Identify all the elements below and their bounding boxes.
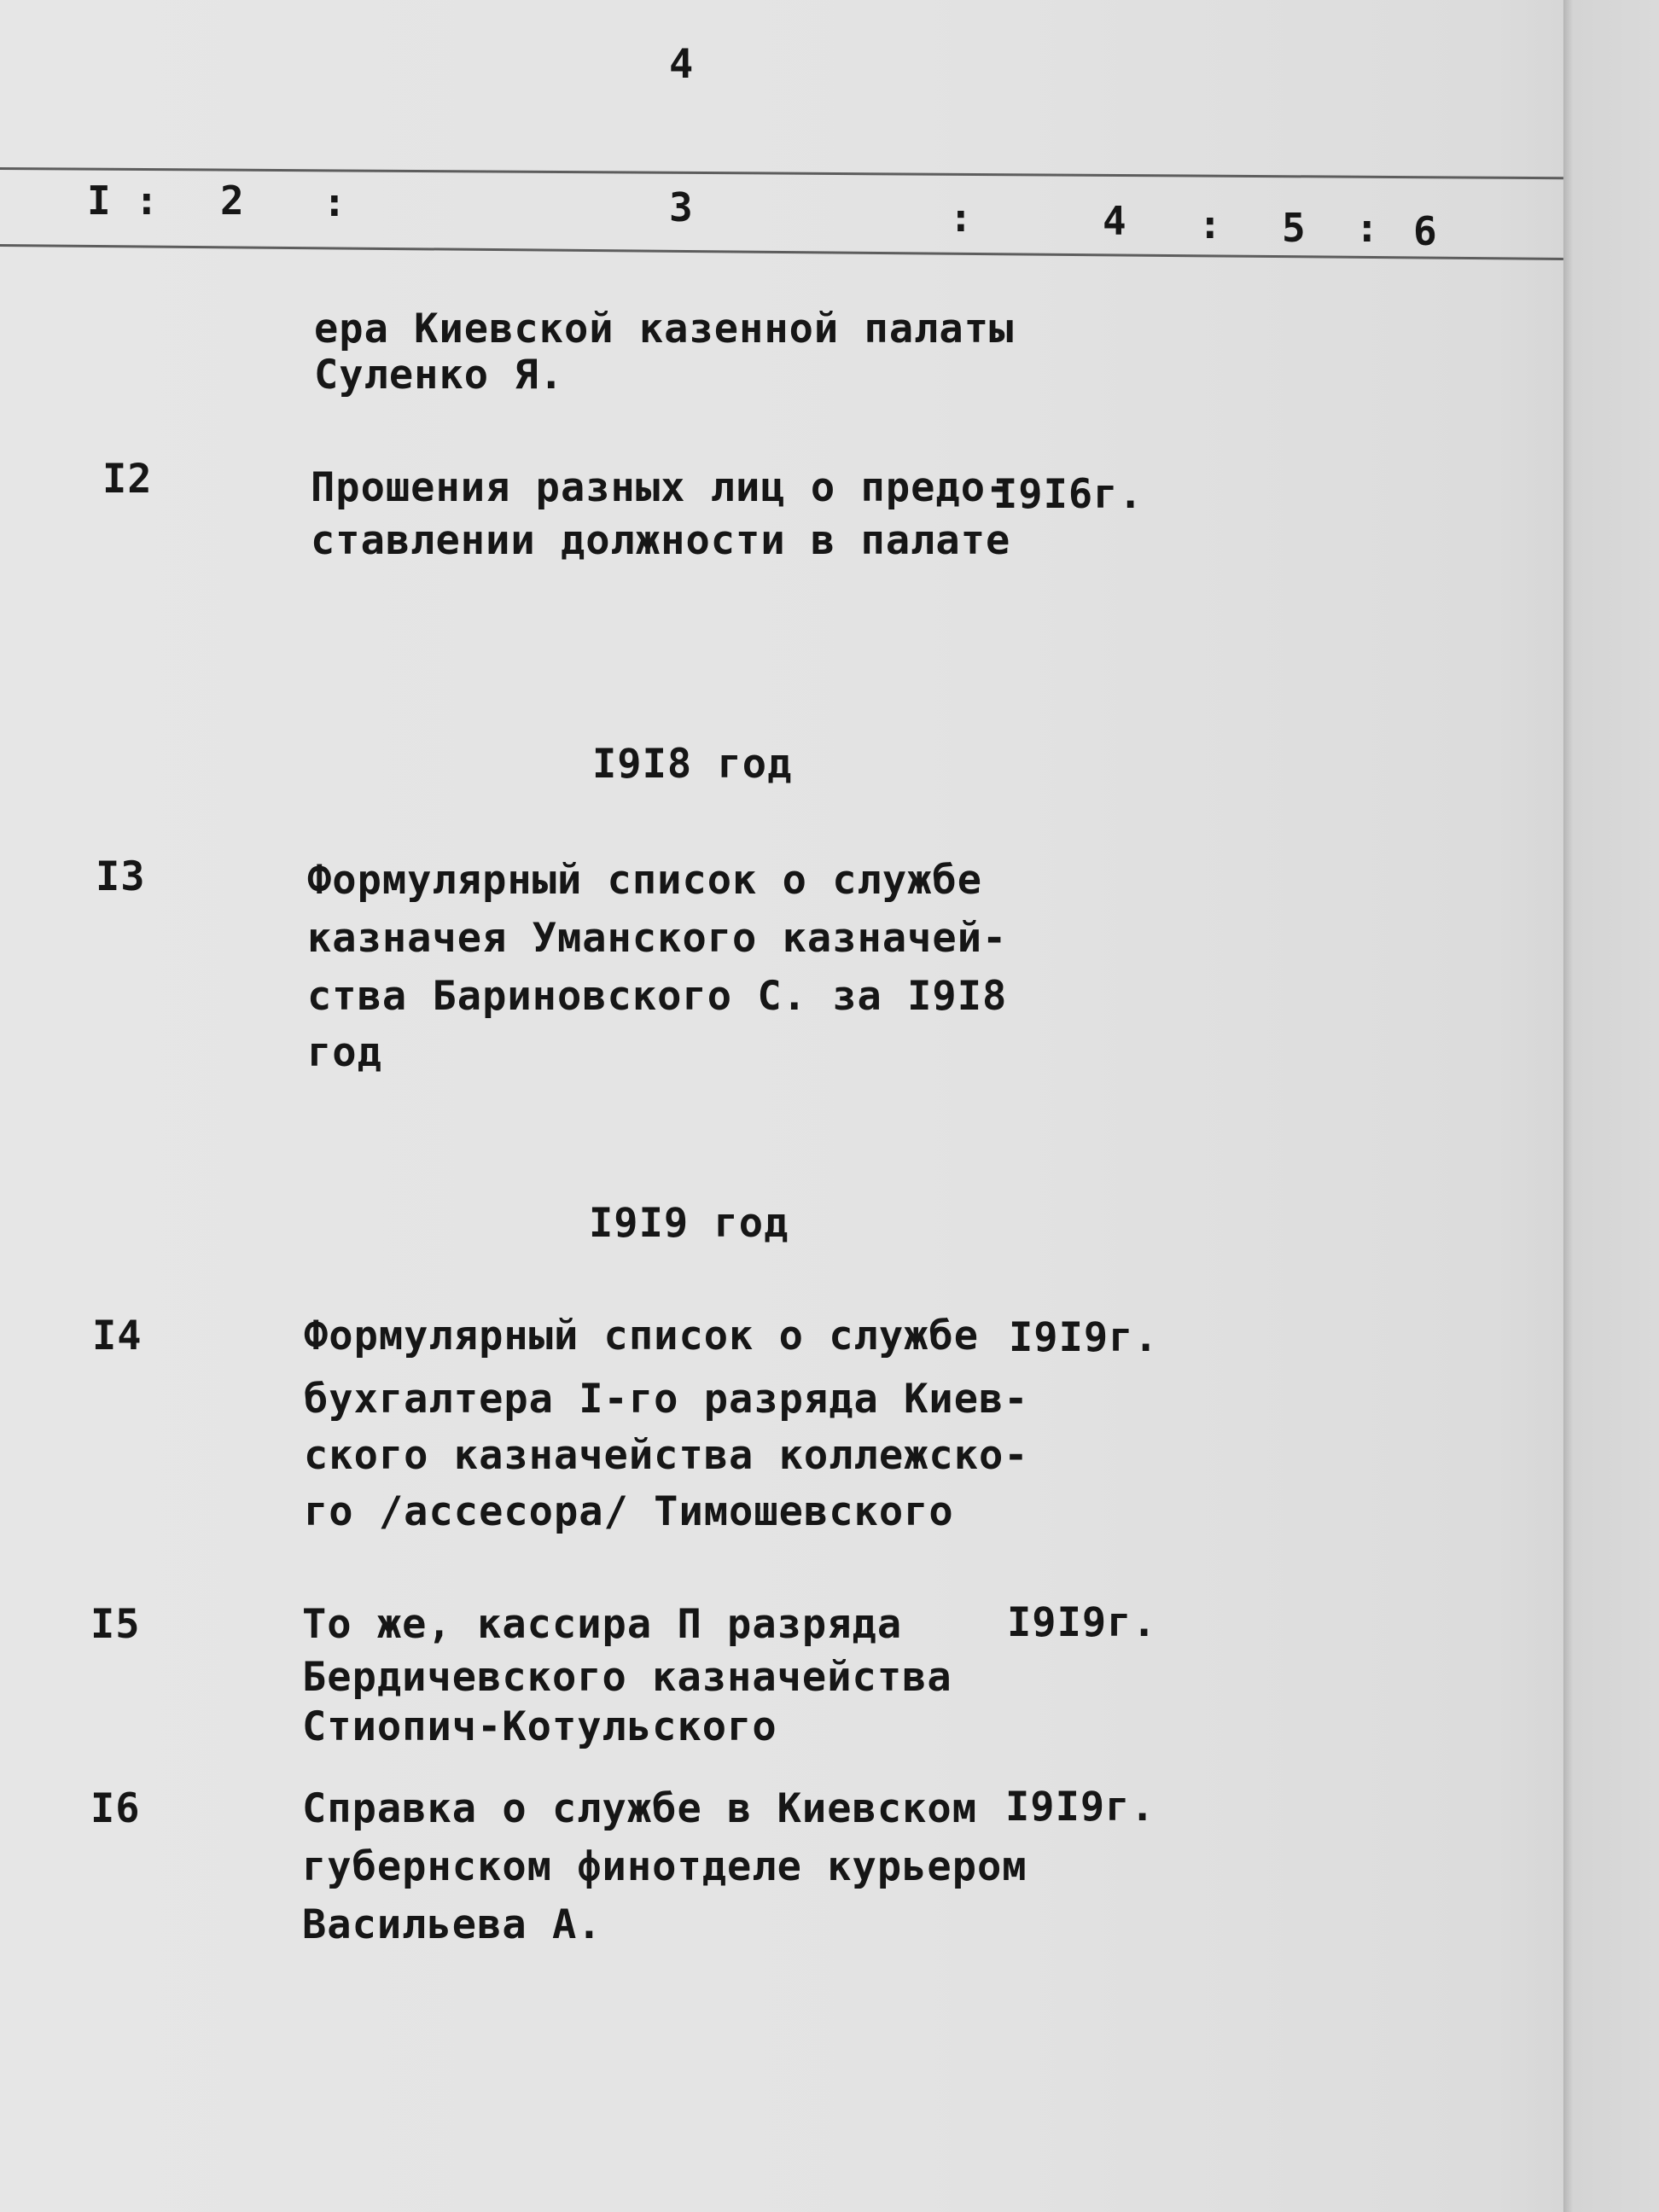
entry-number: I4 (92, 1313, 143, 1359)
entry-text-line: губернском финотделе курьером (302, 1843, 1027, 1890)
column-header-3: 3 (669, 184, 693, 230)
entry-text-line: То же, кассира П разряда (302, 1601, 903, 1648)
entry-date: I9I9г. (1005, 1784, 1155, 1831)
column-separator-5: : (1355, 205, 1379, 251)
entry-text-line: Бердичевского казначейства (302, 1654, 952, 1701)
header-bottom-rule (0, 244, 1563, 260)
section-heading-1918: I9I8 год (592, 741, 793, 788)
page-edge-shadow (1563, 0, 1659, 2212)
column-header-1: I (87, 178, 111, 224)
entry-text-line: ского казначейства коллежско- (304, 1432, 1029, 1479)
column-header-6: 6 (1413, 208, 1437, 254)
column-header-4: 4 (1103, 198, 1126, 244)
entry-date: I9I9г. (1007, 1599, 1157, 1646)
column-header-5: 5 (1282, 205, 1306, 251)
column-separator-2: : (323, 179, 346, 225)
column-separator-3: : (949, 195, 973, 241)
entry-text-line: Васильева А. (302, 1901, 602, 1948)
page-number: 4 (669, 41, 695, 88)
entry-number: I3 (96, 853, 146, 900)
entry-text-line: Стиопич-Котульского (302, 1703, 777, 1750)
entry-text-line: Справка о службе в Киевском (302, 1785, 978, 1832)
entry-date: I9I6г. (993, 471, 1144, 518)
entry-date: I9I9г. (1009, 1314, 1159, 1361)
column-separator-1: : (135, 178, 159, 224)
entry-number: I6 (90, 1785, 141, 1832)
entry-number: I2 (102, 456, 153, 503)
entry-text-line: Формулярный список о службе (304, 1313, 980, 1359)
entry-text-line: Прошения разных лиц о предо- (311, 464, 1011, 511)
entry-number: I5 (90, 1601, 141, 1648)
entry-text-line: Формулярный список о службе (307, 857, 983, 904)
column-header-2: 2 (220, 178, 244, 224)
entry-text-line: казначея Уманского казначей- (307, 915, 1008, 962)
column-separator-4: : (1198, 201, 1222, 247)
entry-text-line: ставлении должности в палате (311, 517, 1011, 564)
entry-text-line: бухгалтера I-го разряда Киев- (304, 1376, 1029, 1423)
entry-text-line: го /ассесора/ Тимошевского (304, 1488, 954, 1535)
entry-text-line: ера Киевской казенной палаты (314, 306, 1015, 352)
entry-text-line: ства Бариновского С. за I9I8 (307, 973, 1008, 1020)
section-heading-1919: I9I9 год (589, 1200, 789, 1247)
entry-text-line: Суленко Я. (314, 352, 564, 399)
entry-text-line: год (307, 1029, 382, 1076)
